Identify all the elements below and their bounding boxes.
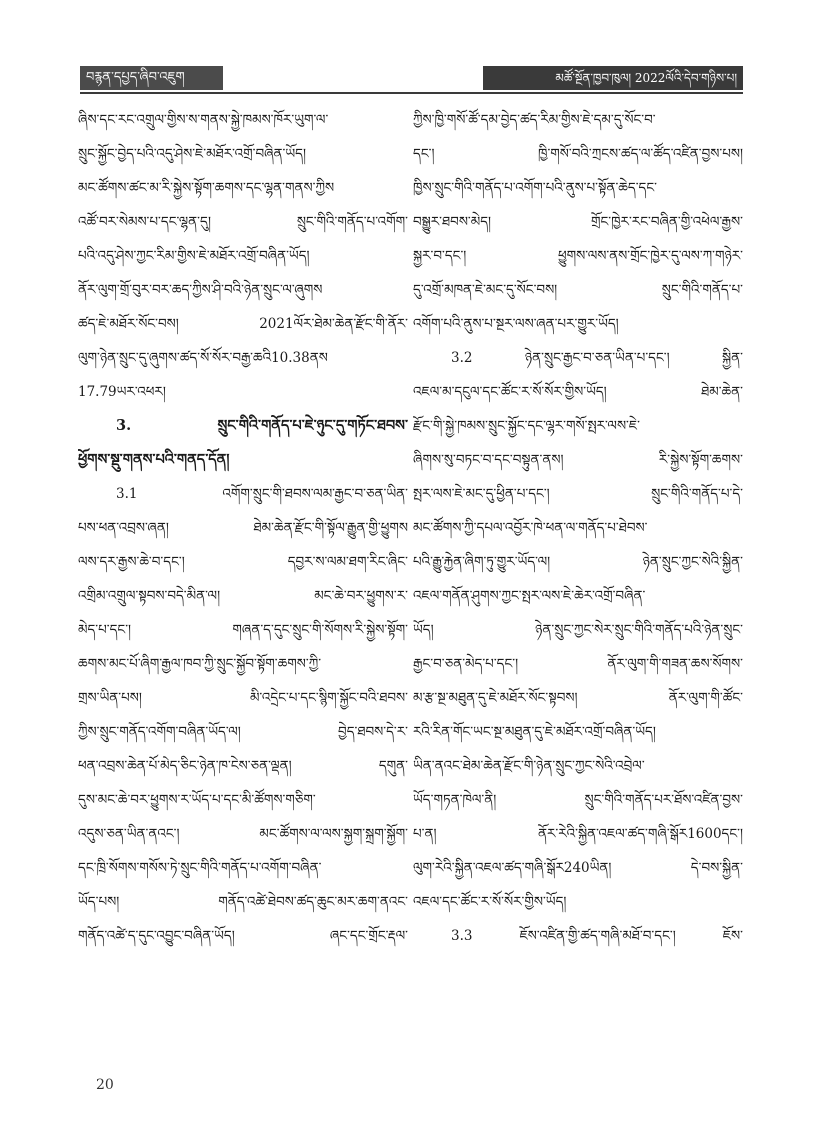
- body-text-line: བསྒྱུར་ཐབས་མེད། གྲོང་ཁྱེར་རང་བཞིན་གྱི་འཕེལ་རྒྱས་: [413, 214, 743, 230]
- body-text-line: སྐྱར་བ་དང་། ཕྱུགས་ལས་ནས་གྲོང་ཁྱེར་དུ་ལས་ཀ་གཉེར་: [413, 248, 743, 264]
- body-text-line: ཡིན་ནའང་ཐེམ་ཆེན་རྫོང་གི་ཉེན་སྲུང་ཀྱང་སེའི་འབྲེལ་: [413, 758, 645, 774]
- body-text-line: འཇལ་གནོན་ཤུགས་ཀྱང་སྤར་ལས་ཇེ་ཆེར་འགྲོ་བཞིན་: [413, 588, 646, 604]
- body-text-line: དང་ཁྲི་སོགས་གསོས་ཏེ་སྲུང་གིའི་གནོད་པ་འགོག་བཞིན་: [78, 860, 322, 876]
- body-text-line: མ་རྩ་སྔ་མཐུན་དུ་ཇེ་མཐོར་སོང་སྟབས། ནོར་ལུག་གི་ཚོང་: [413, 690, 743, 706]
- header-divider: [80, 92, 743, 94]
- right-text-column: [413, 103, 743, 953]
- body-text-line: པའི་རྒྱུ་རྐྱེན་ཞིག་ཏུ་གྱུར་ཡོད་ལ། ཉེན་སྲུང་ཀྱང་སེའི་སྐྱིན་: [413, 554, 743, 570]
- body-text-line: ཆགས་མང་པོ་ཞིག་རྒྱལ་ཁབ་ཀྱི་སྲུང་སྐྱོབ་སྟོག་ཆགས་ཀྱི་: [78, 656, 322, 672]
- body-text-line: ཕན་འབྲས་ཆེན་པོ་མེད་ཅིང་ཉེན་ཁ་ངེས་ཅན་ལྡན། དགུན་: [78, 758, 408, 774]
- body-text-line: ལས་དར་རྒྱས་ཆེ་བ་དང་། དབྱར་ས་ལམ་ཐག་རིང་ཞིང་: [78, 554, 408, 570]
- body-text-line: ལུག་ཉེན་སྲུང་དུ་ཞུགས་ཚད་སོ་སོར་བརྒྱ་ཆའི10.38ནས: [78, 350, 328, 366]
- body-text-line: 17.79ཡར་འཕར།: [78, 384, 166, 400]
- journal-issue-title: མཚོ་སྔོན་ཁྱབ་ཁུལ། 2022ལོའི་དེབ་གཉིས་པ།: [483, 66, 743, 90]
- body-text-line: འགོག་པའི་ནུས་པ་སྔར་ལས་ཞན་པར་གྱུར་ཡོད།: [413, 316, 619, 332]
- body-text-line: 3.2 ཉེན་སྲུང་རྒྱང་བ་ཅན་ཡིན་པ་དང་། སྐྱིན་: [451, 350, 743, 366]
- body-text-line: འདུས་ཅན་ཡིན་ནའང་། མང་ཚོགས་ལ་ལས་སྐྱག་སྐྲག་སྐྱོག་: [78, 826, 408, 842]
- body-text-line: སྲུང་སྐྱོང་བྱེད་པའི་འདུ་ཤེས་ཇེ་མཐོར་འགྲོ་བཞིན་ཡོད།: [78, 146, 306, 162]
- body-text-line: ཞིགས་སུ་བཏང་བ་དང་བསྟུན་ནས། རི་སྐྱེས་སྟོག་ཆགས་: [413, 452, 743, 468]
- running-header: [80, 66, 743, 92]
- body-text-line: ལུག་རེའི་སྐྱིན་འཇལ་ཚད་གཞི་སྒོར240ཡིན། དེ་བས་སྐྱིན་: [413, 860, 743, 876]
- body-text-line: ཀྱིས་ཁྱི་གསོ་ཚོ་དམ་བྱེད་ཚད་རིམ་གྱིས་ཇེ་དམ་དུ་སོང་བ་: [413, 112, 656, 128]
- body-text-line: དང་། ཁྱི་གསོ་བའི་ཀྲངས་ཚད་ལ་ཚོད་འཛིན་བྱས་པས།: [413, 146, 743, 162]
- body-text-line: འཚོ་བར་སེམས་པ་དང་ལྷན་དུ། སྲུང་གིའི་གནོད་པ་འགོག་: [78, 214, 408, 230]
- body-text-line: པས་ཕན་འབྲས་ཞན། ཐེམ་ཆེན་རྫོང་གི་སྟོལ་རྒྱུན་གྱི་ཕྱུགས: [78, 520, 408, 536]
- body-text-line: གནོད་འཚེ་ད་དུང་འབྱུང་བཞིན་ཡོད། ཞང་དང་གྲོང་རྡལ་: [78, 928, 408, 944]
- body-text-line: འཇལ་དང་ཚོང་ར་སོ་སོར་གྱིས་ཡོད།: [413, 894, 567, 910]
- body-text-line: ཞིས་དང་རང་འགྲུལ་གྱིས་ས་གནས་སྐྱེ་ཁམས་ཁོར་ཡུག་ལ་: [78, 112, 329, 128]
- body-text-line: ཚད་ཇེ་མཐོར་སོང་བས། 2021ལོར་ཐེམ་ཆེན་རྫོང་གི་ནོར་: [78, 316, 408, 332]
- body-text-line: རའི་རིན་གོང་ཡང་སྔ་མཐུན་དུ་ཇེ་མཐོར་འགྲོ་བཞིན་ཡོད།: [413, 724, 656, 740]
- body-text-line: འཇལ་མ་དངུལ་དང་ཚོང་ར་སོ་སོར་གྱིས་ཡོད། ཐེམ་ཆེན་: [413, 384, 743, 400]
- body-text-line: གྲས་ཡིན་པས། མི་འདྲེང་པ་དང་སྙིག་སྐྱོང་བའི་ཐབས་: [78, 690, 408, 706]
- body-text-line: མང་ཚོགས་ཀྱི་དཔལ་འབྱོར་ཁེ་ཕན་ལ་གནོད་པ་ཐེབས་: [413, 520, 648, 536]
- body-text-line: པ་ན། ནོར་རེའི་སྐྱིན་འཇལ་ཚད་གཞི་སྒོར1600དང་།: [413, 826, 743, 842]
- body-text-line: དུས་མང་ཆེ་བར་ཕྱུགས་ར་ཡོད་པ་དང་མི་ཚོགས་གཅིག་: [78, 792, 316, 808]
- body-text-line: མང་ཚོགས་ཚང་མ་རི་སྐྱེས་སྟོག་ཆགས་དང་ལྷན་གནས་ཀྱིས: [78, 180, 335, 196]
- body-text-line: དུ་འགྲོ་མཁན་ཇེ་མང་དུ་སོང་བས། སྲུང་གིའི་གནོད་པ་: [413, 282, 743, 298]
- body-text-line: ཡོད་གཏན་ཁེལ་ནི། སྲུང་གིའི་གནོད་པར་ཐོས་འཛིན་བྱས་: [413, 792, 743, 808]
- body-text-line: 3.1 འགོག་སྲུང་གི་ཐབས་ལམ་རྒྱང་བ་ཅན་ཡིན་: [116, 486, 408, 502]
- body-text-line: རྫོང་གི་སྐྱེ་ཁམས་སྲུང་སྐྱོང་དང་ལྷར་གསོ་སྤར་ལས་ཇེ་: [413, 418, 640, 434]
- body-text-line: སྤར་ལས་ཇེ་མང་དུ་ཕྱིན་པ་དང་། སྲུང་གིའི་གནོད་པ་དེ་: [413, 486, 743, 502]
- body-text-line: ནོར་ལུག་གྲོ་བུར་བར་ཆད་ཀྱིས་ཤི་བའི་ཉེན་སྲུང་ལ་ཞུགས: [78, 282, 323, 298]
- body-text-line: ཡོད་པས། གནོད་འཚེ་ཐེབས་ཚད་ཆུང་མར་ཆག་ནའང་: [78, 894, 408, 910]
- body-text-line: ཡོད། ཉེན་སྲུང་ཀྱང་སེར་སྲུང་གིའི་གནོད་པའི་ཉེན་སྲུང་: [413, 622, 743, 638]
- journal-section-title: བརྙན་དཔྱད་ཞིབ་འཇུག: [80, 66, 223, 90]
- section-heading-line: 3. སྲུང་གིའི་གནོད་པ་ཇེ་ཉུང་དུ་གཏོང་ཐབས་: [116, 417, 408, 434]
- body-text-line: པའི་འདུ་ཤེས་ཀྱང་རིམ་གྱིས་ཇེ་མཐོར་འགྲོ་བཞིན་ཡོད།: [78, 248, 310, 264]
- body-text-line: རྒྱང་བ་ཅན་མེད་པ་དང་། ནོར་ལུག་གི་གཟན་ཆས་སོགས་: [413, 656, 743, 672]
- body-text-line: ཀྱིས་སྲུང་གནོད་འགོག་བཞིན་ཡོད་ལ། བྱེད་ཐབས་དེ་ར་: [78, 724, 408, 740]
- body-text-line: འགྲིམ་འགྲུལ་སྟབས་བདེ་མིན་ལ། མང་ཆེ་བར་ཕྱུགས་ར་: [78, 588, 408, 604]
- page-number: 20: [96, 1077, 114, 1093]
- section-heading-line: ཕྱོགས་སྡུ་གནས་པའི་གནད་དོན།: [78, 451, 230, 468]
- body-text-line: མེད་པ་དང་། གཞན་ད་དུང་སྲུང་གི་སོགས་རི་སྐྱེས་སྟོག་: [78, 622, 408, 638]
- body-text-line: ཁྱིས་སྲུང་གིའི་གནོད་པ་འགོག་པའི་ནུས་པ་སྟོན་ཆེད་དང་: [413, 180, 657, 196]
- body-text-line: 3.3 ཇོས་འཛིན་གྱི་ཚད་གཞི་མཐོ་བ་དང་། ཇོས་: [451, 928, 743, 944]
- left-text-column: [78, 103, 408, 953]
